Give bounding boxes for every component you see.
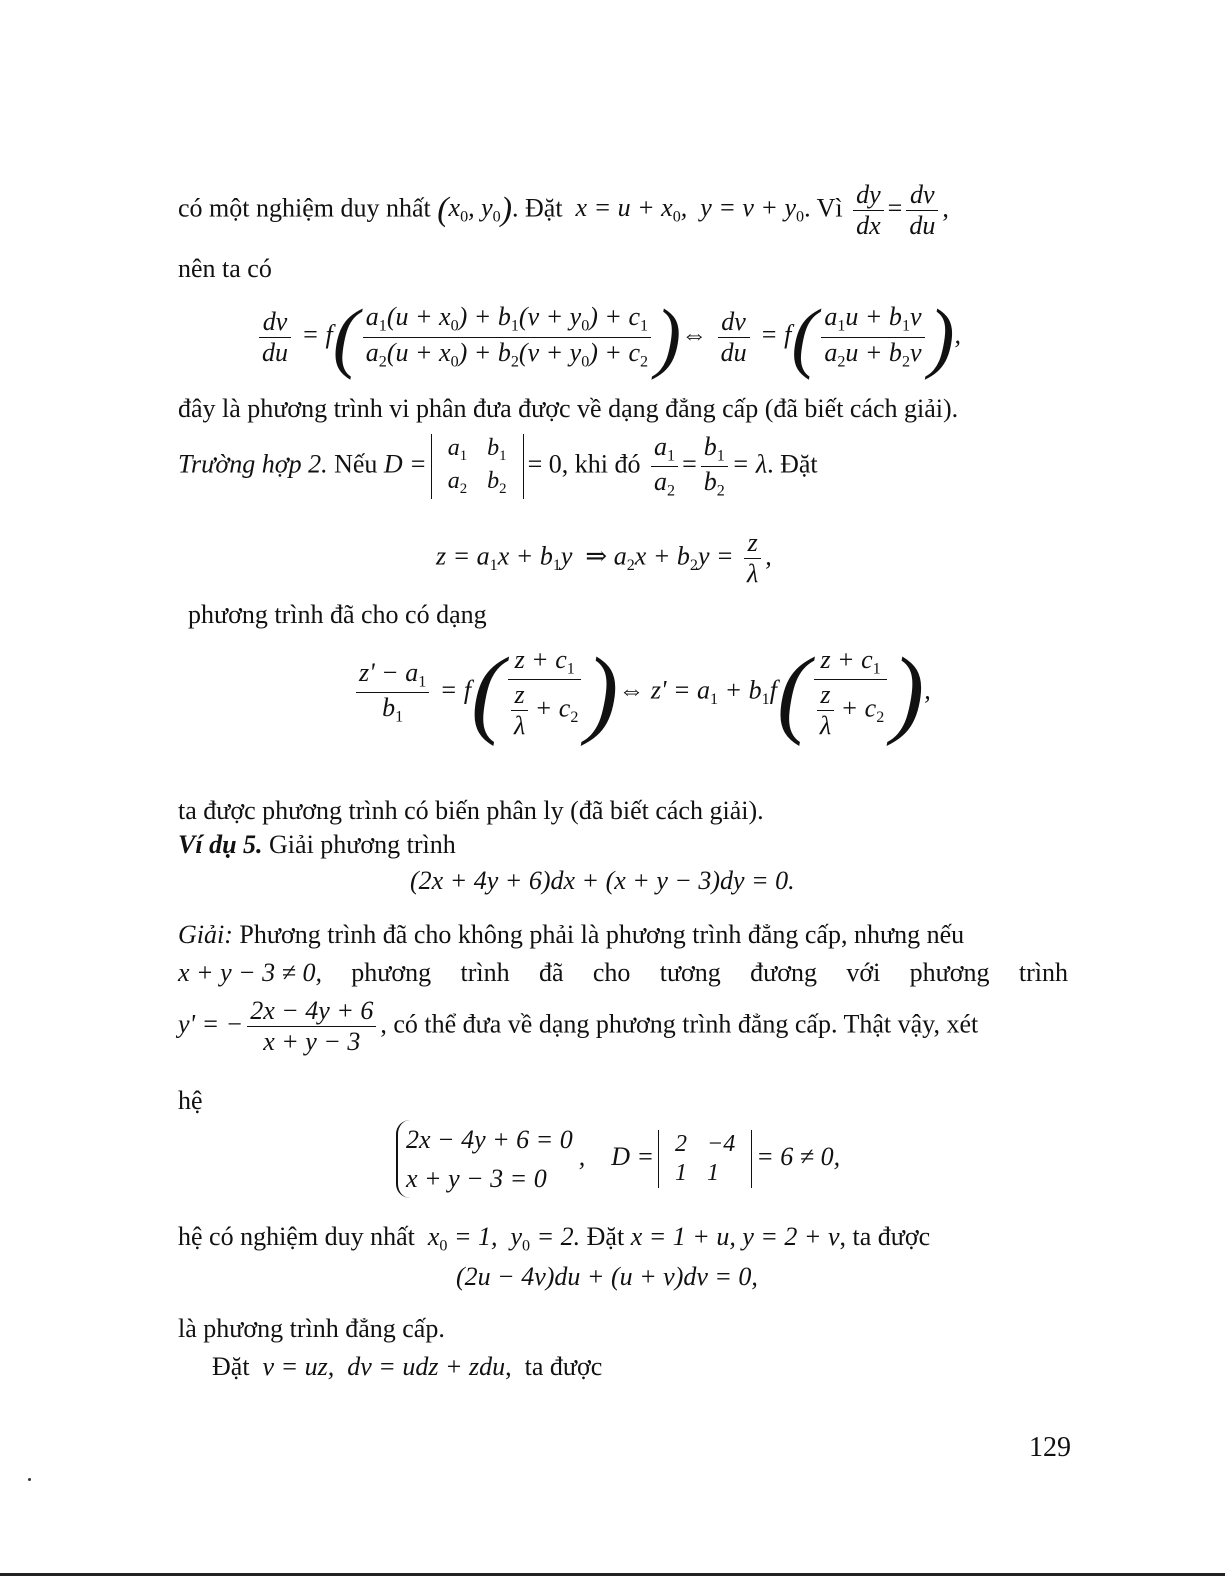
bottom-edge	[0, 1573, 1225, 1576]
text-line-1: có một nghiệm duy nhất ($x_0$, $y_0$). Đặt $x = u + x_0$, $y = v + y_0$. Vì $\frac{dy}{dx}$ = $\frac{dv}{du}$ ,	[178, 180, 949, 240]
determinant-D: $a_1$ $b_1$ $a_2$ $b_2$	[431, 434, 524, 498]
equation-transformed: $\frac{dv}{du}$ = f( $\frac{a_1(u + x_0) + b_1(v + y_0) + c_1}{a_2(u + x_0) + b_2(v + y_0) + c_2}$ )⇔ $\frac{dv}{du}$ = f( $\frac{a_1u + b_1v}{a_2u + b_2v}$ ),	[255, 292, 961, 382]
solution-line-2: x + y − 3 ≠ 0, phương trình đã cho tương đương với phương trình	[178, 958, 1068, 987]
text-he: hệ	[178, 1086, 203, 1115]
equation-z-definition: $z = a_1x + b_1y$ ⇒ $a_2x + b_2y$ = $\frac{z}{\lambda}$ ,	[436, 528, 772, 588]
fraction-dv-du: $\frac{dv}{du}$	[906, 180, 938, 241]
text-line-2: nên ta có	[178, 254, 272, 283]
solution-line-3: y' = − $\frac{2x - 4y + 6}{x + y - 3}$ , có thể đưa về dạng phương trình đẳng cấp. Thật vậy, xét	[178, 996, 979, 1056]
text-line-3: đây là phương trình vi phân đưa được về dạng đẳng cấp (đã biết cách giải).	[178, 394, 959, 423]
equation-homogeneous: (2u − 4v)du + (u + v)dv = 0,	[456, 1262, 758, 1291]
text-line-8: ta được phương trình có biến phân ly (đã biết cách giải).	[178, 796, 764, 825]
equation-system: 2x − 4y + 6 = 0 x + y − 3 = 0 , D = 2 −4 1 1 = 6 ≠ 0,	[396, 1120, 840, 1198]
page-number: 129	[1029, 1432, 1071, 1463]
example-heading: Ví dụ 5. Giải phương trình	[178, 830, 456, 859]
case-2-line: Trường hợp 2. Nếu D = $a_1$ $b_1$ $a_2$ $b_2$ = 0, khi đó $\frac{a_1}{a_2}$ = $\frac{b_1}{b_2}$ = λ. Đặt	[178, 432, 818, 500]
equation-z-prime: $\frac{z' - a_1}{b_1}$ = f( $z + c_1$ $\frac{z}{\lambda}$ + $c_2$ )⇔ $z' = a_1 + b_1f$( $z + c_1$ $\frac{z}{\lambda}$ + $c_2$ ),	[352, 636, 931, 749]
text-dat-v: Đặt v = uz, dv = udz + zdu, ta được	[212, 1352, 603, 1381]
math-substitution: $x = u + x_0$, $y = v + y_0$	[569, 193, 805, 226]
equation-example: (2x + 4y + 6)dx + (x + y − 3)dy = 0.	[410, 866, 795, 895]
text-line-6: phương trình đã cho có dạng	[188, 600, 487, 629]
fraction-dy-dx: $\frac{dy}{dx}$	[853, 180, 884, 241]
text-he-nghiem: hệ có nghiệm duy nhất $x_0 = 1$, $y_0 = 2$. Đặt x = 1 + u, y = 2 + v, ta được	[178, 1222, 931, 1255]
solution-line-1: Giải: Phương trình đã cho không phải là phương trình đẳng cấp, nhưng nếu	[178, 920, 965, 949]
text-la-pt: là phương trình đẳng cấp.	[178, 1314, 445, 1343]
scan-dot	[28, 1478, 31, 1481]
math-x0y0: ($x_0$, $y_0$)	[437, 191, 512, 229]
